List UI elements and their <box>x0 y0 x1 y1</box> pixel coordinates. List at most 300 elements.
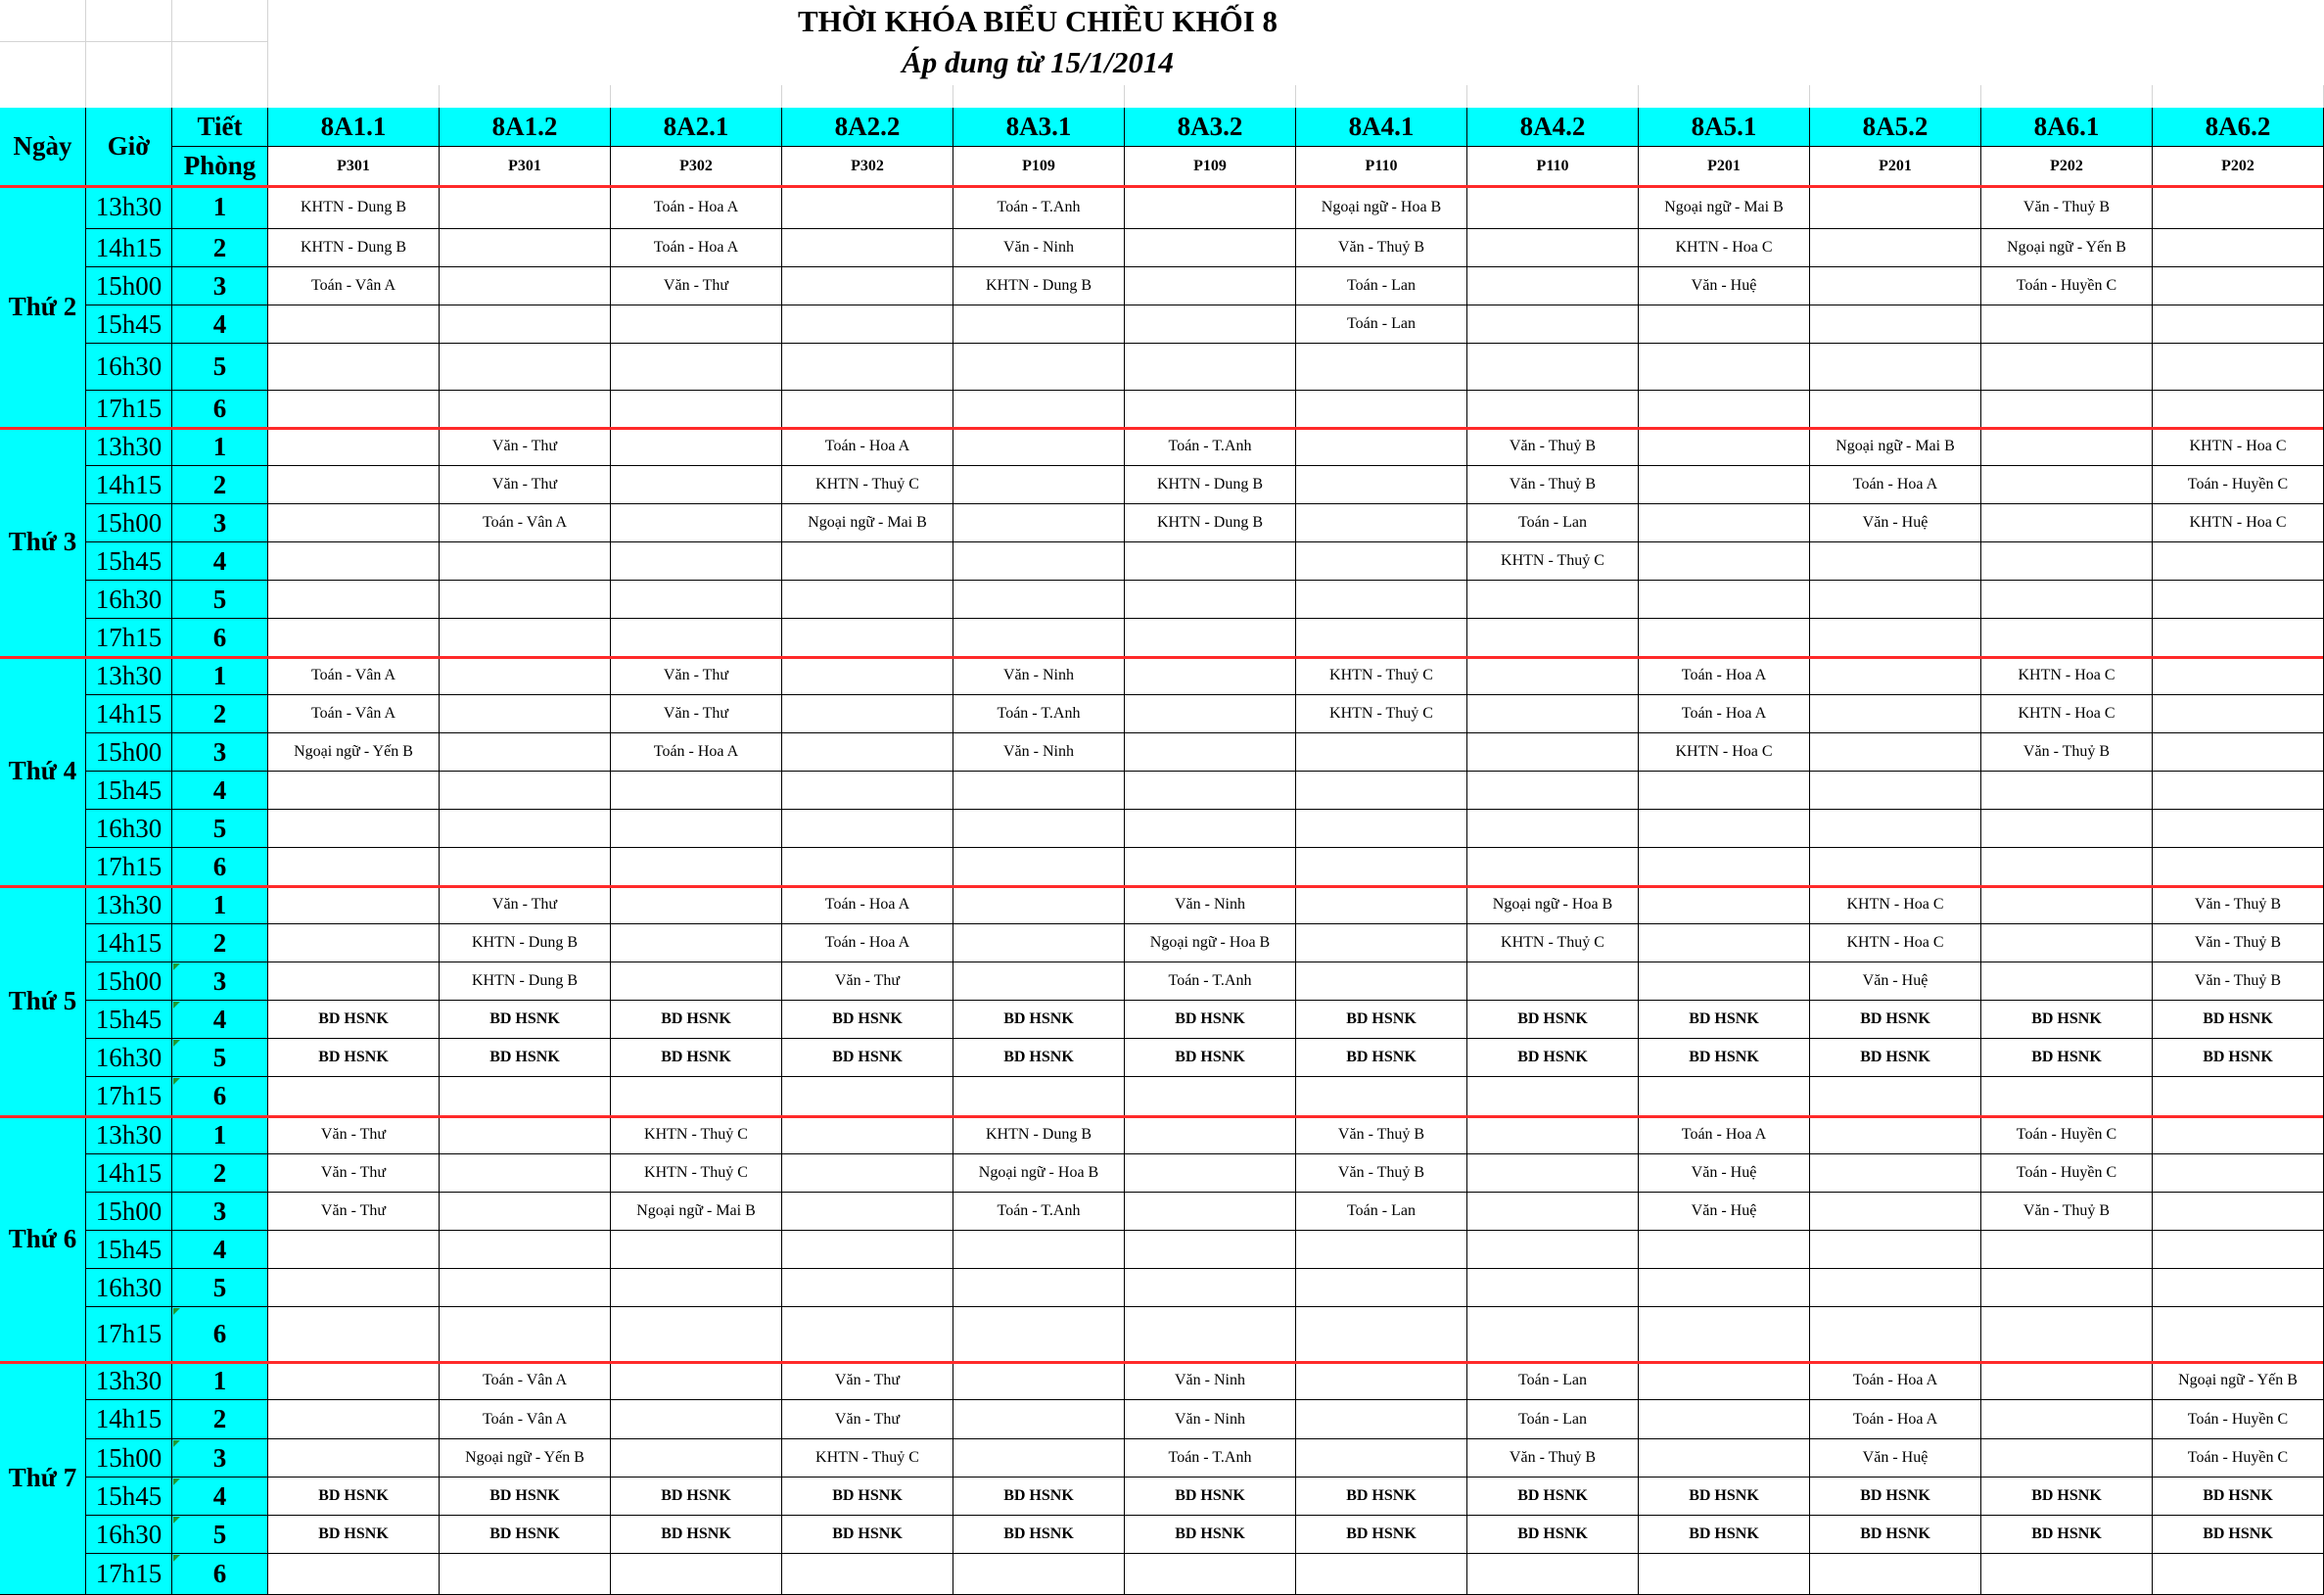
lesson-cell: BD HSNK <box>782 1478 953 1516</box>
empty-cell <box>1125 657 1296 695</box>
empty-cell <box>1981 1554 2153 1595</box>
empty-cell <box>440 1154 611 1193</box>
room-header: P110 <box>1467 147 1639 186</box>
period-cell: 4 <box>172 542 268 581</box>
empty-cell <box>953 1439 1125 1478</box>
period-cell: 1 <box>172 186 268 229</box>
lesson-cell: Văn - Thư <box>782 1400 953 1439</box>
empty-cell <box>782 542 953 581</box>
empty-cell <box>2153 695 2324 733</box>
period-cell: 3 <box>172 504 268 542</box>
lesson-cell: Toán - Vân A <box>268 657 440 695</box>
empty-cell <box>782 1307 953 1362</box>
empty-cell <box>268 1269 440 1307</box>
empty-cell <box>953 344 1125 391</box>
empty-cell <box>1125 1307 1296 1362</box>
period-cell: 1 <box>172 1362 268 1400</box>
empty-cell <box>1639 391 1810 428</box>
empty-cell <box>2153 1077 2324 1116</box>
empty-cell <box>1639 810 1810 848</box>
empty-cell <box>268 1307 440 1362</box>
lesson-cell: KHTN - Hoa C <box>1981 657 2153 695</box>
empty-cell <box>268 504 440 542</box>
time-cell: 15h00 <box>86 1193 172 1231</box>
empty-cell <box>1639 962 1810 1001</box>
empty-cell <box>1981 1400 2153 1439</box>
lesson-cell: BD HSNK <box>1981 1039 2153 1077</box>
empty-cell <box>1125 772 1296 810</box>
time-cell: 17h15 <box>86 1307 172 1362</box>
period-cell: 5 <box>172 1269 268 1307</box>
empty-cell <box>953 391 1125 428</box>
header-room: Phòng <box>172 147 268 186</box>
lesson-cell: KHTN - Thuỷ C <box>1296 657 1467 695</box>
empty-cell <box>611 1307 782 1362</box>
empty-cell <box>1467 772 1639 810</box>
lesson-cell: Ngoại ngữ - Hoa B <box>1125 924 1296 962</box>
lesson-cell: Ngoại ngữ - Hoa B <box>953 1154 1125 1193</box>
empty-cell <box>782 657 953 695</box>
empty-cell <box>268 1231 440 1269</box>
lesson-cell: Toán - Hoa A <box>1639 657 1810 695</box>
lesson-cell: Toán - Vân A <box>440 1400 611 1439</box>
time-cell: 14h15 <box>86 466 172 504</box>
empty-cell <box>440 542 611 581</box>
room-header: P110 <box>1296 147 1467 186</box>
lesson-cell: Văn - Thuỷ B <box>1467 428 1639 466</box>
room-header: P302 <box>782 147 953 186</box>
header-period: Tiết <box>172 108 268 147</box>
lesson-cell: BD HSNK <box>1639 1516 1810 1554</box>
empty-cell <box>1125 1269 1296 1307</box>
time-cell: 13h30 <box>86 428 172 466</box>
time-cell: 15h00 <box>86 1439 172 1478</box>
class-header: 8A1.1 <box>268 108 440 147</box>
empty-cell <box>1981 504 2153 542</box>
period-cell: 3 <box>172 1193 268 1231</box>
lesson-cell: BD HSNK <box>268 1516 440 1554</box>
empty-cell <box>611 504 782 542</box>
empty-cell <box>268 391 440 428</box>
lesson-cell: Văn - Thư <box>268 1193 440 1231</box>
empty-cell <box>953 962 1125 1001</box>
empty-cell <box>2153 1554 2324 1595</box>
empty-cell <box>2153 391 2324 428</box>
lesson-cell: KHTN - Dung B <box>953 267 1125 305</box>
empty-cell <box>0 0 86 42</box>
empty-cell <box>953 772 1125 810</box>
empty-cell <box>2153 1154 2324 1193</box>
room-header: P202 <box>1981 147 2153 186</box>
period-cell: 5 <box>172 1516 268 1554</box>
lesson-cell: Văn - Huệ <box>1639 1193 1810 1231</box>
empty-cell <box>1467 733 1639 772</box>
period-cell: 5 <box>172 344 268 391</box>
lesson-cell: Văn - Thuỷ B <box>1467 1439 1639 1478</box>
lesson-cell: Văn - Ninh <box>953 657 1125 695</box>
empty-cell <box>1467 267 1639 305</box>
empty-cell <box>1639 1269 1810 1307</box>
empty-cell <box>1125 267 1296 305</box>
lesson-cell: Văn - Thư <box>440 428 611 466</box>
lesson-cell: BD HSNK <box>2153 1039 2324 1077</box>
time-cell: 15h00 <box>86 733 172 772</box>
lesson-cell: Văn - Thư <box>440 466 611 504</box>
empty-cell <box>1296 1231 1467 1269</box>
lesson-cell: BD HSNK <box>1467 1478 1639 1516</box>
empty-cell <box>1981 810 2153 848</box>
empty-cell <box>268 772 440 810</box>
empty-cell <box>1981 1269 2153 1307</box>
lesson-cell: BD HSNK <box>1639 1039 1810 1077</box>
day-label: Thứ 5 <box>0 886 86 1116</box>
lesson-cell: Toán - Vân A <box>440 1362 611 1400</box>
empty-cell <box>782 305 953 344</box>
empty-cell <box>1125 810 1296 848</box>
empty-cell <box>1125 1231 1296 1269</box>
lesson-cell: Ngoại ngữ - Yến B <box>268 733 440 772</box>
period-cell: 4 <box>172 1478 268 1516</box>
empty-cell <box>440 848 611 886</box>
class-header: 8A2.1 <box>611 108 782 147</box>
empty-cell <box>1810 581 1981 619</box>
empty-cell <box>1296 1554 1467 1595</box>
empty-cell <box>782 186 953 229</box>
class-header: 8A3.2 <box>1125 108 1296 147</box>
period-cell: 2 <box>172 229 268 267</box>
period-cell: 3 <box>172 962 268 1001</box>
time-cell: 16h30 <box>86 1039 172 1077</box>
lesson-cell: BD HSNK <box>953 1001 1125 1039</box>
lesson-cell: BD HSNK <box>1125 1039 1296 1077</box>
lesson-cell: Văn - Thư <box>611 657 782 695</box>
lesson-cell: KHTN - Hoa C <box>2153 504 2324 542</box>
empty-cell <box>1467 695 1639 733</box>
empty-cell <box>1296 581 1467 619</box>
lesson-cell: Văn - Thư <box>611 267 782 305</box>
lesson-cell: BD HSNK <box>1125 1516 1296 1554</box>
lesson-cell: Văn - Ninh <box>1125 886 1296 924</box>
empty-cell <box>782 810 953 848</box>
empty-cell <box>440 267 611 305</box>
empty-cell <box>1981 305 2153 344</box>
empty-cell <box>2153 1307 2324 1362</box>
empty-cell <box>1125 229 1296 267</box>
empty-cell <box>611 466 782 504</box>
day-label: Thứ 4 <box>0 657 86 886</box>
empty-cell <box>782 1269 953 1307</box>
empty-cell <box>611 1362 782 1400</box>
day-separator <box>0 1361 2324 1364</box>
room-header: P201 <box>1639 147 1810 186</box>
period-cell: 2 <box>172 1154 268 1193</box>
empty-cell <box>1467 848 1639 886</box>
empty-cell <box>2153 657 2324 695</box>
room-header: P301 <box>440 147 611 186</box>
empty-cell <box>1639 504 1810 542</box>
time-cell: 13h30 <box>86 886 172 924</box>
empty-cell <box>2153 772 2324 810</box>
empty-cell <box>1810 1269 1981 1307</box>
lesson-cell: BD HSNK <box>440 1516 611 1554</box>
empty-cell <box>1810 1231 1981 1269</box>
lesson-cell: Văn - Thuỷ B <box>1981 186 2153 229</box>
lesson-cell: Toán - Hoa A <box>1639 1116 1810 1154</box>
lesson-cell: BD HSNK <box>1467 1001 1639 1039</box>
time-cell: 15h45 <box>86 305 172 344</box>
time-cell: 15h45 <box>86 772 172 810</box>
empty-cell <box>953 305 1125 344</box>
empty-cell <box>172 0 268 42</box>
empty-cell <box>1467 581 1639 619</box>
empty-cell <box>1810 1116 1981 1154</box>
period-cell: 2 <box>172 924 268 962</box>
empty-cell <box>611 772 782 810</box>
period-cell: 2 <box>172 466 268 504</box>
empty-cell <box>1125 581 1296 619</box>
empty-cell <box>1981 542 2153 581</box>
period-cell: 2 <box>172 695 268 733</box>
empty-cell <box>440 229 611 267</box>
period-cell: 4 <box>172 1231 268 1269</box>
empty-cell <box>1981 581 2153 619</box>
lesson-cell: Văn - Thuỷ B <box>2153 886 2324 924</box>
lesson-cell: Toán - Vân A <box>268 695 440 733</box>
empty-cell <box>440 1077 611 1116</box>
empty-cell <box>1639 772 1810 810</box>
empty-cell <box>2153 581 2324 619</box>
lesson-cell: Toán - T.Anh <box>1125 1439 1296 1478</box>
lesson-cell: BD HSNK <box>268 1001 440 1039</box>
lesson-cell: Ngoại ngữ - Yến B <box>2153 1362 2324 1400</box>
empty-cell <box>440 1554 611 1595</box>
lesson-cell: Toán - Lan <box>1296 267 1467 305</box>
empty-cell <box>611 619 782 657</box>
empty-cell <box>1125 733 1296 772</box>
period-cell: 6 <box>172 848 268 886</box>
empty-cell <box>1810 772 1981 810</box>
time-cell: 16h30 <box>86 1516 172 1554</box>
empty-cell <box>1810 344 1981 391</box>
period-cell: 6 <box>172 1077 268 1116</box>
room-header: P201 <box>1810 147 1981 186</box>
empty-cell <box>268 1439 440 1478</box>
lesson-cell: KHTN - Dung B <box>440 962 611 1001</box>
empty-cell <box>1639 1307 1810 1362</box>
time-cell: 14h15 <box>86 924 172 962</box>
empty-cell <box>440 772 611 810</box>
empty-cell <box>1296 391 1467 428</box>
lesson-cell: Toán - Hoa A <box>1810 1400 1981 1439</box>
time-cell: 16h30 <box>86 810 172 848</box>
empty-cell <box>1125 848 1296 886</box>
empty-cell <box>1296 619 1467 657</box>
lesson-cell: Toán - T.Anh <box>953 1193 1125 1231</box>
lesson-cell: BD HSNK <box>1981 1001 2153 1039</box>
day-separator <box>0 885 2324 888</box>
comment-marker-icon <box>173 1555 180 1562</box>
period-cell: 3 <box>172 267 268 305</box>
lesson-cell: KHTN - Thuỷ C <box>782 1439 953 1478</box>
lesson-cell: Văn - Ninh <box>1125 1400 1296 1439</box>
empty-cell <box>1639 1400 1810 1439</box>
lesson-cell: BD HSNK <box>782 1001 953 1039</box>
empty-cell <box>1296 504 1467 542</box>
empty-cell <box>2153 186 2324 229</box>
time-cell: 15h45 <box>86 1231 172 1269</box>
empty-cell <box>1467 391 1639 428</box>
lesson-cell: Toán - Hoa A <box>611 229 782 267</box>
period-cell: 6 <box>172 391 268 428</box>
empty-cell <box>782 1193 953 1231</box>
class-header: 8A3.1 <box>953 108 1125 147</box>
time-cell: 15h45 <box>86 1001 172 1039</box>
class-header: 8A6.1 <box>1981 108 2153 147</box>
lesson-cell: BD HSNK <box>1639 1001 1810 1039</box>
empty-cell <box>440 733 611 772</box>
empty-cell <box>1810 186 1981 229</box>
empty-cell <box>611 1231 782 1269</box>
lesson-cell: BD HSNK <box>953 1039 1125 1077</box>
empty-cell <box>1467 1269 1639 1307</box>
lesson-cell: Toán - Hoa A <box>782 886 953 924</box>
empty-cell <box>1296 542 1467 581</box>
room-header: P109 <box>953 147 1125 186</box>
lesson-cell: Toán - Lan <box>1467 1400 1639 1439</box>
time-cell: 15h45 <box>86 1478 172 1516</box>
empty-cell <box>2153 344 2324 391</box>
lesson-cell: Ngoại ngữ - Yến B <box>440 1439 611 1478</box>
empty-cell <box>1639 1077 1810 1116</box>
lesson-cell: KHTN - Dung B <box>268 186 440 229</box>
empty-cell <box>440 391 611 428</box>
comment-marker-icon <box>173 1002 180 1009</box>
lesson-cell: KHTN - Hoa C <box>1639 733 1810 772</box>
empty-cell <box>1639 305 1810 344</box>
empty-cell <box>1467 1154 1639 1193</box>
lesson-cell: Văn - Thuỷ B <box>1296 229 1467 267</box>
lesson-cell: KHTN - Dung B <box>268 229 440 267</box>
empty-cell <box>1467 186 1639 229</box>
empty-cell <box>611 542 782 581</box>
empty-cell <box>2153 267 2324 305</box>
empty-cell <box>1639 1231 1810 1269</box>
time-cell: 16h30 <box>86 344 172 391</box>
empty-cell <box>611 1077 782 1116</box>
empty-cell <box>1296 772 1467 810</box>
lesson-cell: Ngoại ngữ - Mai B <box>1639 186 1810 229</box>
time-cell: 14h15 <box>86 695 172 733</box>
empty-cell <box>1125 695 1296 733</box>
empty-cell <box>268 886 440 924</box>
period-cell: 4 <box>172 305 268 344</box>
empty-cell <box>1981 391 2153 428</box>
empty-cell <box>1639 848 1810 886</box>
class-header: 8A1.2 <box>440 108 611 147</box>
comment-marker-icon <box>173 1440 180 1447</box>
empty-cell <box>611 581 782 619</box>
lesson-cell: Văn - Ninh <box>1125 1362 1296 1400</box>
lesson-cell: BD HSNK <box>1981 1516 2153 1554</box>
empty-cell <box>1125 1154 1296 1193</box>
empty-cell <box>1981 848 2153 886</box>
lesson-cell: Văn - Ninh <box>953 733 1125 772</box>
day-label: Thứ 6 <box>0 1116 86 1362</box>
time-cell: 17h15 <box>86 619 172 657</box>
empty-cell <box>611 848 782 886</box>
empty-cell <box>1639 466 1810 504</box>
empty-cell <box>1125 1077 1296 1116</box>
lesson-cell: BD HSNK <box>1467 1516 1639 1554</box>
empty-cell <box>611 344 782 391</box>
comment-marker-icon <box>173 963 180 970</box>
empty-cell <box>1981 466 2153 504</box>
empty-cell <box>268 924 440 962</box>
lesson-cell: Văn - Thư <box>782 962 953 1001</box>
lesson-cell: BD HSNK <box>1125 1001 1296 1039</box>
empty-cell <box>1639 428 1810 466</box>
lesson-cell: Văn - Thư <box>268 1154 440 1193</box>
lesson-cell: Toán - Hoa A <box>611 733 782 772</box>
lesson-cell: Toán - Hoa A <box>1639 695 1810 733</box>
empty-cell <box>268 1554 440 1595</box>
empty-cell <box>1810 1307 1981 1362</box>
lesson-cell: Toán - Hoa A <box>1810 1362 1981 1400</box>
empty-cell <box>953 466 1125 504</box>
empty-cell <box>611 886 782 924</box>
empty-cell <box>782 619 953 657</box>
lesson-cell: Toán - Huyền C <box>1981 1154 2153 1193</box>
empty-cell <box>782 581 953 619</box>
empty-cell <box>782 1116 953 1154</box>
empty-cell <box>1296 466 1467 504</box>
lesson-cell: Toán - Vân A <box>440 504 611 542</box>
lesson-cell: Văn - Huệ <box>1639 1154 1810 1193</box>
empty-cell <box>1125 305 1296 344</box>
empty-cell <box>1125 344 1296 391</box>
period-cell: 4 <box>172 772 268 810</box>
time-cell: 14h15 <box>86 1400 172 1439</box>
empty-cell <box>1810 1554 1981 1595</box>
empty-cell <box>953 1400 1125 1439</box>
empty-cell <box>611 1400 782 1439</box>
empty-cell <box>1296 962 1467 1001</box>
empty-cell <box>1467 619 1639 657</box>
comment-marker-icon <box>173 1517 180 1524</box>
lesson-cell: KHTN - Hoa C <box>1639 229 1810 267</box>
period-cell: 3 <box>172 1439 268 1478</box>
room-header: P302 <box>611 147 782 186</box>
lesson-cell: Toán - Lan <box>1467 1362 1639 1400</box>
empty-cell <box>782 229 953 267</box>
lesson-cell: Văn - Huệ <box>1639 267 1810 305</box>
lesson-cell: Toán - Huyền C <box>2153 1439 2324 1478</box>
lesson-cell: Văn - Thuỷ B <box>1467 466 1639 504</box>
page-title: THỜI KHÓA BIỂU CHIỀU KHỐI 8 <box>797 4 1278 38</box>
period-cell: 6 <box>172 1554 268 1595</box>
lesson-cell: BD HSNK <box>782 1039 953 1077</box>
lesson-cell: BD HSNK <box>611 1478 782 1516</box>
empty-cell <box>268 428 440 466</box>
lesson-cell: KHTN - Dung B <box>440 924 611 962</box>
lesson-cell: Toán - Hoa A <box>1810 466 1981 504</box>
empty-cell <box>782 267 953 305</box>
lesson-cell: KHTN - Hoa C <box>1810 886 1981 924</box>
empty-cell <box>1981 428 2153 466</box>
empty-cell <box>1810 695 1981 733</box>
header-day: Ngày <box>0 108 86 186</box>
class-header: 8A4.2 <box>1467 108 1639 147</box>
